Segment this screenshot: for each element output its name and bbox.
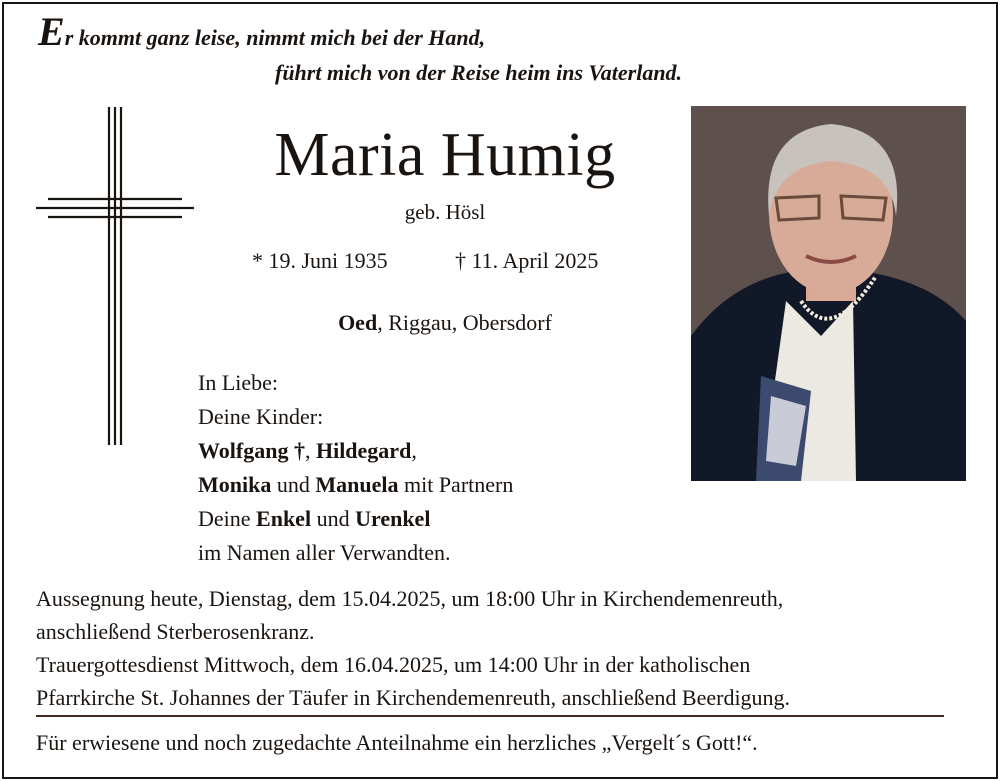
service-line-1: Aussegnung heute, Dienstag, dem 15.04.2025, um 18:00 Uhr in Kirchendemenreuth, <box>36 586 784 611</box>
child-wolfgang: Wolfgang † <box>198 438 305 463</box>
motto-line-1-text: r kommt ganz leise, nimmt mich bei der Hand, <box>64 25 486 50</box>
conjunction: und <box>271 472 316 497</box>
cross-icon <box>36 107 194 445</box>
child-hildegard: Hildegard <box>315 438 412 463</box>
places <box>250 310 640 336</box>
divider <box>36 715 944 717</box>
place-rest: , Riggau, Obersdorf <box>377 310 552 335</box>
family-line-3 <box>198 434 513 468</box>
service-line-3: Trauergottesdienst Mittwoch, dem 16.04.2025, um 14:00 Uhr in der katholischen <box>36 652 751 677</box>
thanks-line: Für erwiesene und noch zugedachte Anteilnahme ein herzliches „Vergelt´s Gott!“. <box>36 730 758 755</box>
conjunction: und <box>311 506 356 531</box>
service-line-4: Pfarrkirche St. Johannes der Täufer in Kirchendemenreuth, anschließend Beerdigung. <box>36 685 791 710</box>
deine-text: Deine <box>198 506 257 531</box>
family-line-4 <box>198 468 513 502</box>
children-label: Deine Kinder: <box>198 404 324 429</box>
motto-line-1 <box>38 9 486 54</box>
great-grandchildren: Urenkel <box>355 506 431 531</box>
family-block <box>198 366 513 570</box>
partners-text: mit Partnern <box>398 472 514 497</box>
place-main: Oed <box>338 310 378 335</box>
child-monika: Monika <box>198 472 272 497</box>
child-manuela: Manuela <box>315 472 399 497</box>
family-line-6: im Namen aller Verwandten. <box>198 540 451 565</box>
service-line-2: anschließend Sterberosenkranz. <box>36 619 315 644</box>
birth-name: geb. Hösl <box>404 200 486 224</box>
separator: , <box>411 438 417 463</box>
separator: , <box>304 438 316 463</box>
deceased-name: Maria Humig <box>274 121 616 189</box>
motto-line-2: führt mich von der Reise heim ins Vaterland. <box>275 60 683 85</box>
birth-date: * 19. Juni 1935 <box>252 248 388 273</box>
portrait-photo <box>691 106 966 481</box>
grandchildren: Enkel <box>256 506 312 531</box>
portrait-illustration <box>691 106 966 481</box>
motto-initial: E <box>38 9 65 54</box>
death-date: † 11. April 2025 <box>455 248 599 273</box>
family-line-5 <box>198 502 513 536</box>
service-info <box>36 582 790 714</box>
family-intro: In Liebe: <box>198 370 279 395</box>
